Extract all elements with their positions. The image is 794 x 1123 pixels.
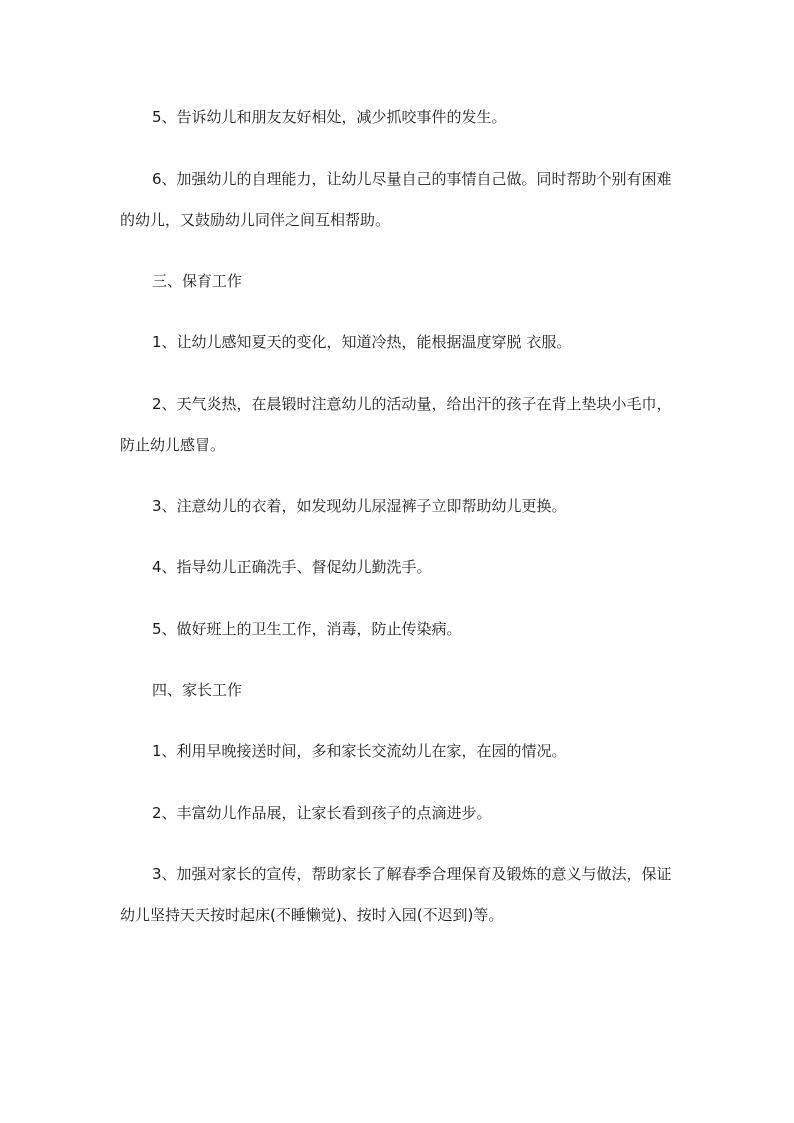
paragraph-item-6-self-care: 6、加强幼儿的自理能力，让幼儿尽量自己的事情自己做。同时帮助个别有困难的幼儿，又鼓励幼儿同伴之间互相帮助。 (120, 170, 672, 229)
paragraph-parent-item-2: 2、丰富幼儿作品展，让家长看到孩子的点滴进步。 (152, 804, 492, 822)
paragraph-care-item-5: 5、做好班上的卫生工作，消毒，防止传染病。 (152, 620, 462, 638)
section-heading-care-work: 三、保育工作 (152, 272, 243, 290)
paragraph-parent-item-3: 3、加强对家长的宣传，帮助家长了解春季合理保育及锻炼的意义与做法，保证幼儿坚持天天按时起床(不睡懒觉)、按时入园(不迟到)等。 (120, 865, 672, 924)
paragraph-care-item-2: 2、天气炎热，在晨锻时注意幼儿的活动量，给出汗的孩子在背上垫块小毛巾，防止幼儿感冒。 (120, 395, 672, 454)
section-heading-parent-work: 四、家长工作 (152, 681, 243, 699)
paragraph-care-item-3: 3、注意幼儿的衣着，如发现幼儿尿湿裤子立即帮助幼儿更换。 (152, 497, 567, 515)
paragraph-parent-item-1: 1、利用早晚接送时间，多和家长交流幼儿在家，在园的情况。 (152, 742, 567, 760)
paragraph-care-item-1: 1、让幼儿感知夏天的变化，知道冷热，能根据温度穿脱 衣服。 (152, 333, 572, 351)
paragraph-item-5-friends: 5、告诉幼儿和朋友友好相处，减少抓咬事件的发生。 (152, 108, 507, 126)
paragraph-care-item-4: 4、指导幼儿正确洗手、督促幼儿勤洗手。 (152, 558, 432, 576)
